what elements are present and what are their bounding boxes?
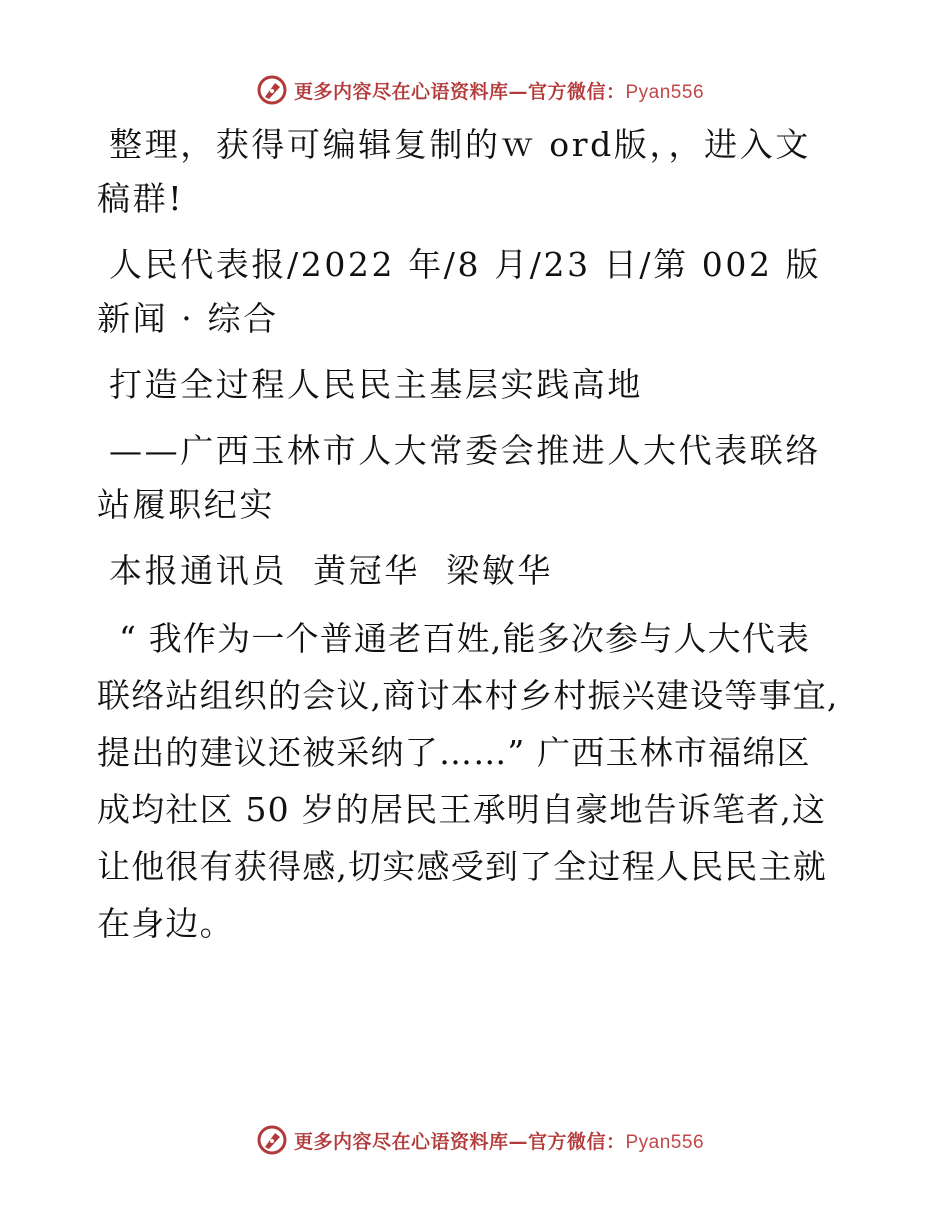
banner-wechat-id: Pyan556: [625, 1131, 705, 1153]
article-subtitle: ——广西玉林市人大常委会推进人大代表联络站履职纪实: [97, 431, 821, 524]
pen-nib-circle-icon: [256, 1124, 288, 1156]
footer-banner: [0, 1120, 950, 1160]
banner-text: 更多内容尽在心语资料库—官方微信：Pyan556: [293, 80, 705, 103]
banner-group: [256, 74, 704, 106]
body-paragraph: “ 我作为一个普通老百姓,能多次参与人大代表联络站组织的会议,商讨本村乡村振兴建设等事宜,提出的建议还被采纳了……” 广西玉林市福绵区成均社区 50 岁的居民王承明自豪地告诉笔者,这让他很有获得感,切实感受到了全过程人民民主就在身边。: [97, 619, 839, 943]
header-banner: [0, 70, 950, 110]
intro-note: 整理，获得可编辑复制的ｗ ord版，，进入文稿群!: [97, 125, 811, 218]
byline: 本报通讯员 黄冠华 梁敏华: [109, 551, 553, 590]
banner-group: [256, 1124, 704, 1156]
banner-text: 更多内容尽在心语资料库—官方微信：Pyan556: [293, 1130, 705, 1153]
source-line: 人民代表报/2022 年/8 月/23 日/第 002 版新闻 · 综合: [97, 245, 822, 338]
article-title: 打造全过程人民民主基层实践高地: [109, 365, 643, 404]
document-body: [97, 118, 842, 964]
banner-wechat-id: Pyan556: [625, 81, 705, 103]
pen-nib-circle-icon: [256, 74, 288, 106]
